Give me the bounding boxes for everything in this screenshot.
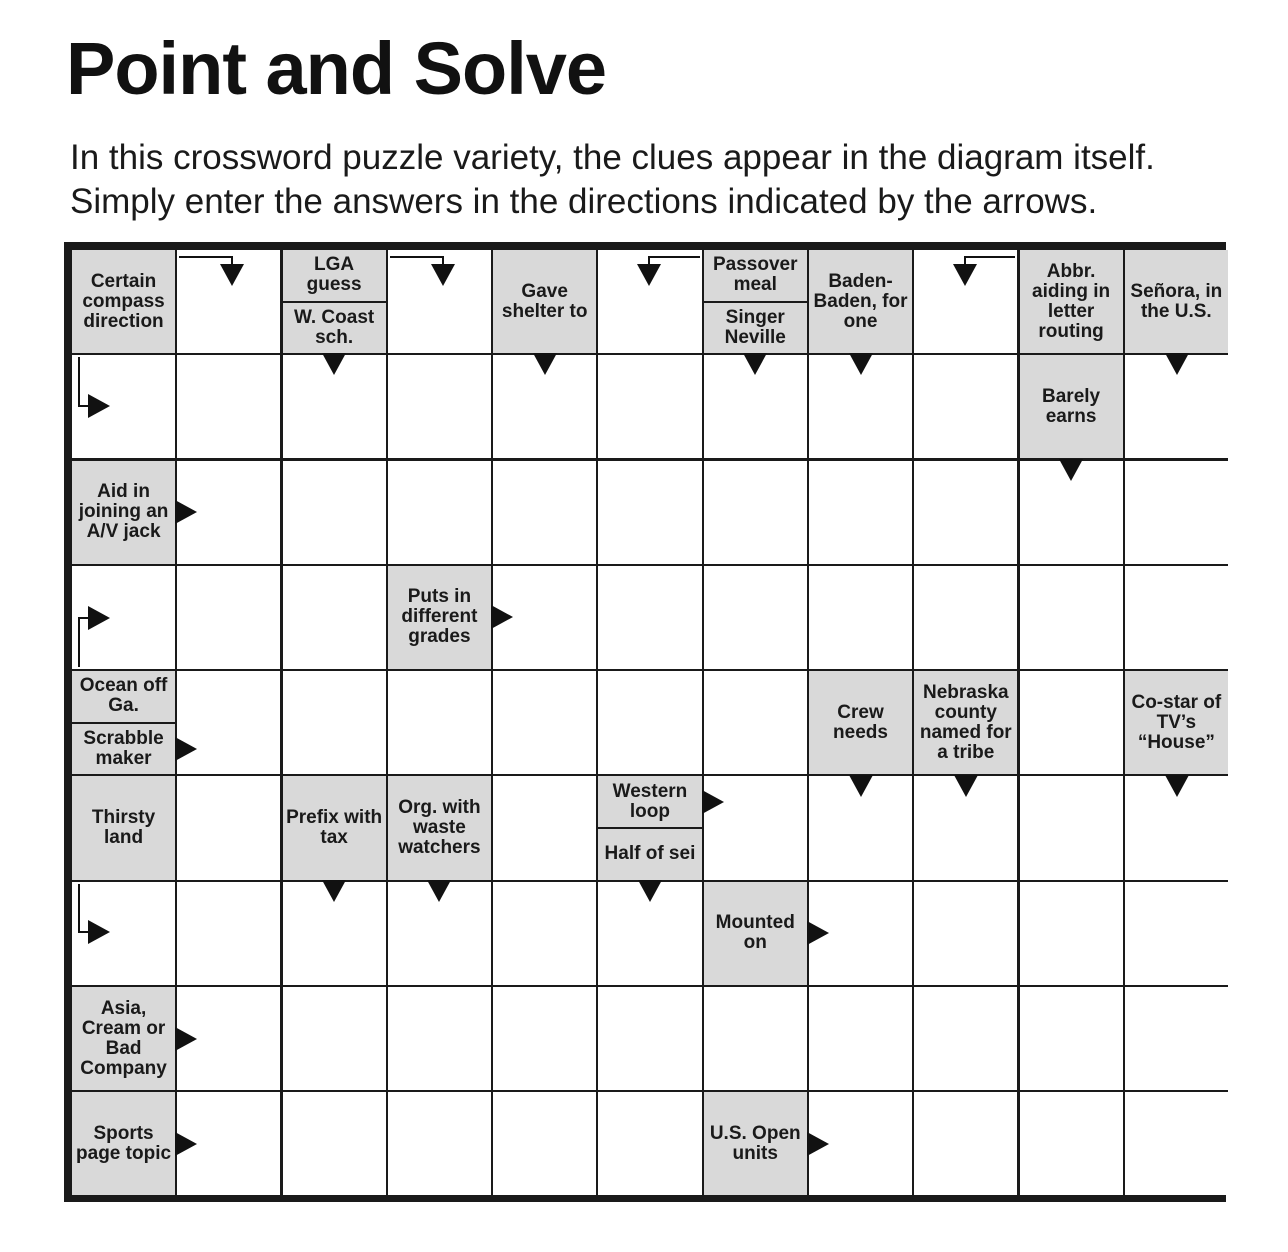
answer-cell[interactable] <box>598 461 701 564</box>
clue-text: Baden-Baden, for one <box>813 270 908 332</box>
elbow-arrow-line <box>964 256 966 264</box>
answer-cell[interactable] <box>704 461 807 564</box>
answer-cell[interactable] <box>1020 671 1123 774</box>
answer-cell[interactable] <box>1125 1092 1228 1195</box>
clue-text: Abbr. aiding in letter routing <box>1032 260 1111 342</box>
arrow-down-icon <box>1059 459 1083 481</box>
clue-text: Half of sei <box>604 843 696 865</box>
elbow-arrow-right-icon <box>88 920 110 944</box>
answer-cell[interactable] <box>1125 987 1228 1090</box>
answer-cell[interactable] <box>388 671 491 774</box>
crossword-frame <box>64 242 1226 1202</box>
elbow-arrow-down-icon <box>953 264 977 286</box>
answer-cell[interactable] <box>598 566 701 669</box>
clue-cell <box>809 671 912 774</box>
answer-cell[interactable] <box>388 987 491 1090</box>
clue-cell <box>388 776 491 879</box>
arrow-right-icon <box>491 605 513 629</box>
clue-cell <box>704 1092 807 1195</box>
answer-cell[interactable] <box>809 461 912 564</box>
clue-cell <box>72 461 175 564</box>
clue-cell <box>1125 671 1228 774</box>
clue-text: Mounted on <box>715 912 795 954</box>
answer-cell[interactable] <box>177 776 280 879</box>
clue-text: Scrabble maker <box>83 727 164 769</box>
elbow-arrow-line <box>78 617 88 619</box>
answer-cell[interactable] <box>1125 566 1228 669</box>
answer-cell[interactable] <box>283 566 386 669</box>
arrow-down-icon <box>849 775 873 797</box>
puzzle-title: Point and Solve <box>66 27 607 110</box>
answer-cell[interactable] <box>704 987 807 1090</box>
answer-cell[interactable] <box>1125 882 1228 985</box>
arrow-down-icon <box>743 353 767 375</box>
elbow-arrow-line <box>78 357 80 406</box>
arrow-right-icon <box>702 790 724 814</box>
elbow-arrow-line <box>179 256 233 258</box>
clue-text: Aid in joining an A/V jack <box>78 481 169 543</box>
clue-text: U.S. Open units <box>709 1122 801 1164</box>
elbow-arrow-line <box>78 617 80 667</box>
clue-cell <box>1020 355 1123 458</box>
answer-cell[interactable] <box>1020 987 1123 1090</box>
answer-cell[interactable] <box>1020 566 1123 669</box>
clue-text: Singer Neville <box>724 306 786 348</box>
answer-cell[interactable] <box>704 671 807 774</box>
answer-cell[interactable] <box>1020 1092 1123 1195</box>
elbow-arrow-right-icon <box>88 606 110 630</box>
clue-text: Western loop <box>598 776 701 829</box>
elbow-arrow-line <box>390 256 444 258</box>
answer-cell[interactable] <box>914 461 1017 564</box>
elbow-arrow-down-icon <box>637 264 661 286</box>
crossword-grid <box>72 250 1228 1195</box>
answer-cell[interactable] <box>1125 461 1228 564</box>
elbow-arrow-line <box>442 256 444 264</box>
answer-cell[interactable] <box>388 1092 491 1195</box>
answer-cell[interactable] <box>493 461 596 564</box>
clue-text: Prefix with tax <box>286 806 383 848</box>
arrow-right-icon <box>175 1132 197 1156</box>
answer-cell[interactable] <box>493 1092 596 1195</box>
instructions-line-1: In this crossword puzzle variety, the clues appear in the diagram itself. <box>70 138 1155 177</box>
answer-cell[interactable] <box>177 882 280 985</box>
clue-text: LGA guess <box>283 250 386 303</box>
answer-cell[interactable] <box>283 987 386 1090</box>
elbow-arrow-line <box>78 405 88 407</box>
clue-text: Puts in different grades <box>401 586 478 648</box>
answer-cell[interactable] <box>598 1092 701 1195</box>
elbow-arrow-down-icon <box>431 264 455 286</box>
answer-cell[interactable] <box>493 776 596 879</box>
elbow-arrow-line <box>231 256 233 264</box>
arrow-down-icon <box>322 353 346 375</box>
clue-text: W. Coast sch. <box>293 306 375 348</box>
answer-cell[interactable] <box>914 566 1017 669</box>
answer-cell[interactable] <box>598 987 701 1090</box>
puzzle-instructions <box>70 136 1250 224</box>
answer-cell[interactable] <box>1020 882 1123 985</box>
clue-cell <box>914 671 1017 774</box>
answer-cell[interactable] <box>809 987 912 1090</box>
answer-cell[interactable] <box>598 355 701 458</box>
answer-cell[interactable] <box>914 987 1017 1090</box>
clue-cell-split <box>704 250 807 353</box>
clue-text: Sports page topic <box>76 1122 172 1164</box>
arrow-down-icon <box>638 880 662 902</box>
answer-cell[interactable] <box>1020 776 1123 879</box>
answer-cell[interactable] <box>704 566 807 669</box>
answer-cell[interactable] <box>388 355 491 458</box>
elbow-arrow-line <box>648 256 650 264</box>
elbow-arrow-line <box>964 256 1016 258</box>
answer-cell[interactable] <box>914 355 1017 458</box>
clue-text: Crew needs <box>833 701 888 743</box>
clue-cell <box>704 882 807 985</box>
arrow-down-icon <box>427 880 451 902</box>
clue-text: Ocean off Ga. <box>72 671 175 724</box>
arrow-down-icon <box>1165 775 1189 797</box>
answer-cell[interactable] <box>914 882 1017 985</box>
elbow-arrow-line <box>648 256 700 258</box>
clue-text: Gave shelter to <box>501 280 588 322</box>
arrow-right-icon <box>807 921 829 945</box>
answer-cell[interactable] <box>809 566 912 669</box>
elbow-arrow-line <box>78 884 80 933</box>
clue-cell <box>72 776 175 879</box>
arrow-right-icon <box>175 737 197 761</box>
answer-cell[interactable] <box>493 671 596 774</box>
answer-cell[interactable] <box>177 566 280 669</box>
elbow-arrow-line <box>78 931 88 933</box>
clue-cell <box>809 250 912 353</box>
clue-cell <box>388 566 491 669</box>
clue-text: Co-star of TV’s “House” <box>1131 691 1222 753</box>
clue-cell-split <box>283 250 386 353</box>
clue-text: Certain compass direction <box>82 270 165 332</box>
elbow-arrow-down-icon <box>220 264 244 286</box>
answer-cell[interactable] <box>283 461 386 564</box>
answer-cell[interactable] <box>914 1092 1017 1195</box>
arrow-right-icon <box>175 500 197 524</box>
clue-text: Thirsty land <box>91 806 156 848</box>
clue-cell <box>72 250 175 353</box>
clue-cell <box>1020 250 1123 353</box>
answer-cell[interactable] <box>283 1092 386 1195</box>
clue-cell-split <box>72 671 175 774</box>
arrow-down-icon <box>533 353 557 375</box>
clue-cell <box>72 987 175 1090</box>
clue-cell <box>72 1092 175 1195</box>
arrow-down-icon <box>322 880 346 902</box>
arrow-right-icon <box>807 1132 829 1156</box>
clue-cell-split <box>598 776 701 879</box>
answer-cell[interactable] <box>598 671 701 774</box>
clue-text: Nebraska county named for a tribe <box>919 681 1012 763</box>
arrow-down-icon <box>954 775 978 797</box>
clue-text: Asia, Cream or Bad Company <box>80 997 167 1079</box>
answer-cell[interactable] <box>283 671 386 774</box>
clue-cell <box>283 776 386 879</box>
clue-text: Org. with waste watchers <box>398 796 481 858</box>
answer-cell[interactable] <box>177 355 280 458</box>
clue-cell <box>1125 250 1228 353</box>
clue-text: Señora, in the U.S. <box>1130 280 1223 322</box>
arrow-down-icon <box>849 353 873 375</box>
answer-cell[interactable] <box>493 987 596 1090</box>
arrow-down-icon <box>1165 353 1189 375</box>
answer-cell[interactable] <box>493 882 596 985</box>
instructions-line-2: Simply enter the answers in the directions indicated by the arrows. <box>70 182 1098 221</box>
elbow-arrow-right-icon <box>88 394 110 418</box>
arrow-right-icon <box>175 1027 197 1051</box>
clue-cell <box>493 250 596 353</box>
answer-cell[interactable] <box>388 461 491 564</box>
clue-text: Barely earns <box>1042 385 1101 427</box>
clue-text: Passover meal <box>704 250 807 303</box>
